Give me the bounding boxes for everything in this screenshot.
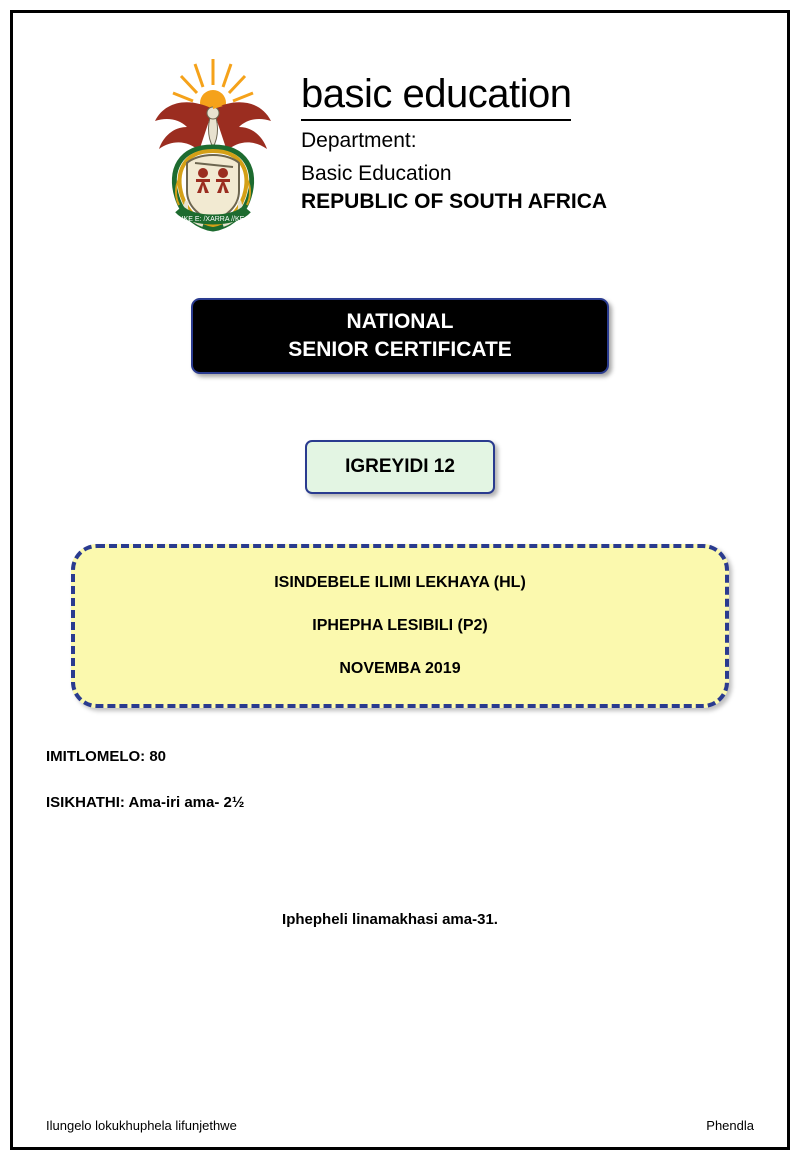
total-marks: IMITLOMELO: 80 bbox=[46, 748, 166, 765]
motto-text: !KE E: /XARRA //KE bbox=[181, 216, 245, 223]
footer-turn-over: Phendla bbox=[706, 1118, 754, 1133]
page-count-note: Iphepheli linamakhasi ama-31. bbox=[282, 911, 498, 928]
page-border bbox=[10, 10, 790, 1150]
south-africa-coat-of-arms-icon bbox=[143, 51, 283, 236]
grade-banner-wrap bbox=[13, 440, 787, 494]
department-branding bbox=[301, 51, 607, 215]
grade-banner: IGREYIDI 12 bbox=[305, 440, 495, 494]
page-content bbox=[13, 13, 787, 1147]
certificate-banner bbox=[191, 298, 609, 374]
document-header bbox=[13, 13, 787, 236]
exam-date: NOVEMBA 2019 bbox=[339, 660, 461, 677]
country-name: REPUBLIC OF SOUTH AFRICA bbox=[301, 189, 608, 213]
department-label: Department: bbox=[301, 129, 417, 152]
subject-name: ISINDEBELE ILIMI LEKHAYA (HL) bbox=[274, 574, 526, 591]
subject-banner bbox=[71, 544, 729, 708]
exam-meta bbox=[13, 748, 787, 811]
footer-copyright: Ilungelo lokukhuphela lifunjethwe bbox=[46, 1118, 237, 1133]
exam-duration: ISIKHATHI: Ama-iri ama- 2½ bbox=[46, 794, 245, 811]
paper-number: IPHEPHA LESIBILI (P2) bbox=[312, 617, 488, 634]
certificate-line-2: SENIOR CERTIFICATE bbox=[288, 338, 512, 361]
brand-title: basic education bbox=[301, 73, 571, 121]
document-footer bbox=[13, 1118, 787, 1133]
department-name: Basic Education bbox=[301, 162, 452, 186]
certificate-line-1: NATIONAL bbox=[346, 310, 454, 334]
certificate-banner-wrap bbox=[13, 298, 787, 374]
subject-banner-wrap bbox=[13, 544, 787, 708]
